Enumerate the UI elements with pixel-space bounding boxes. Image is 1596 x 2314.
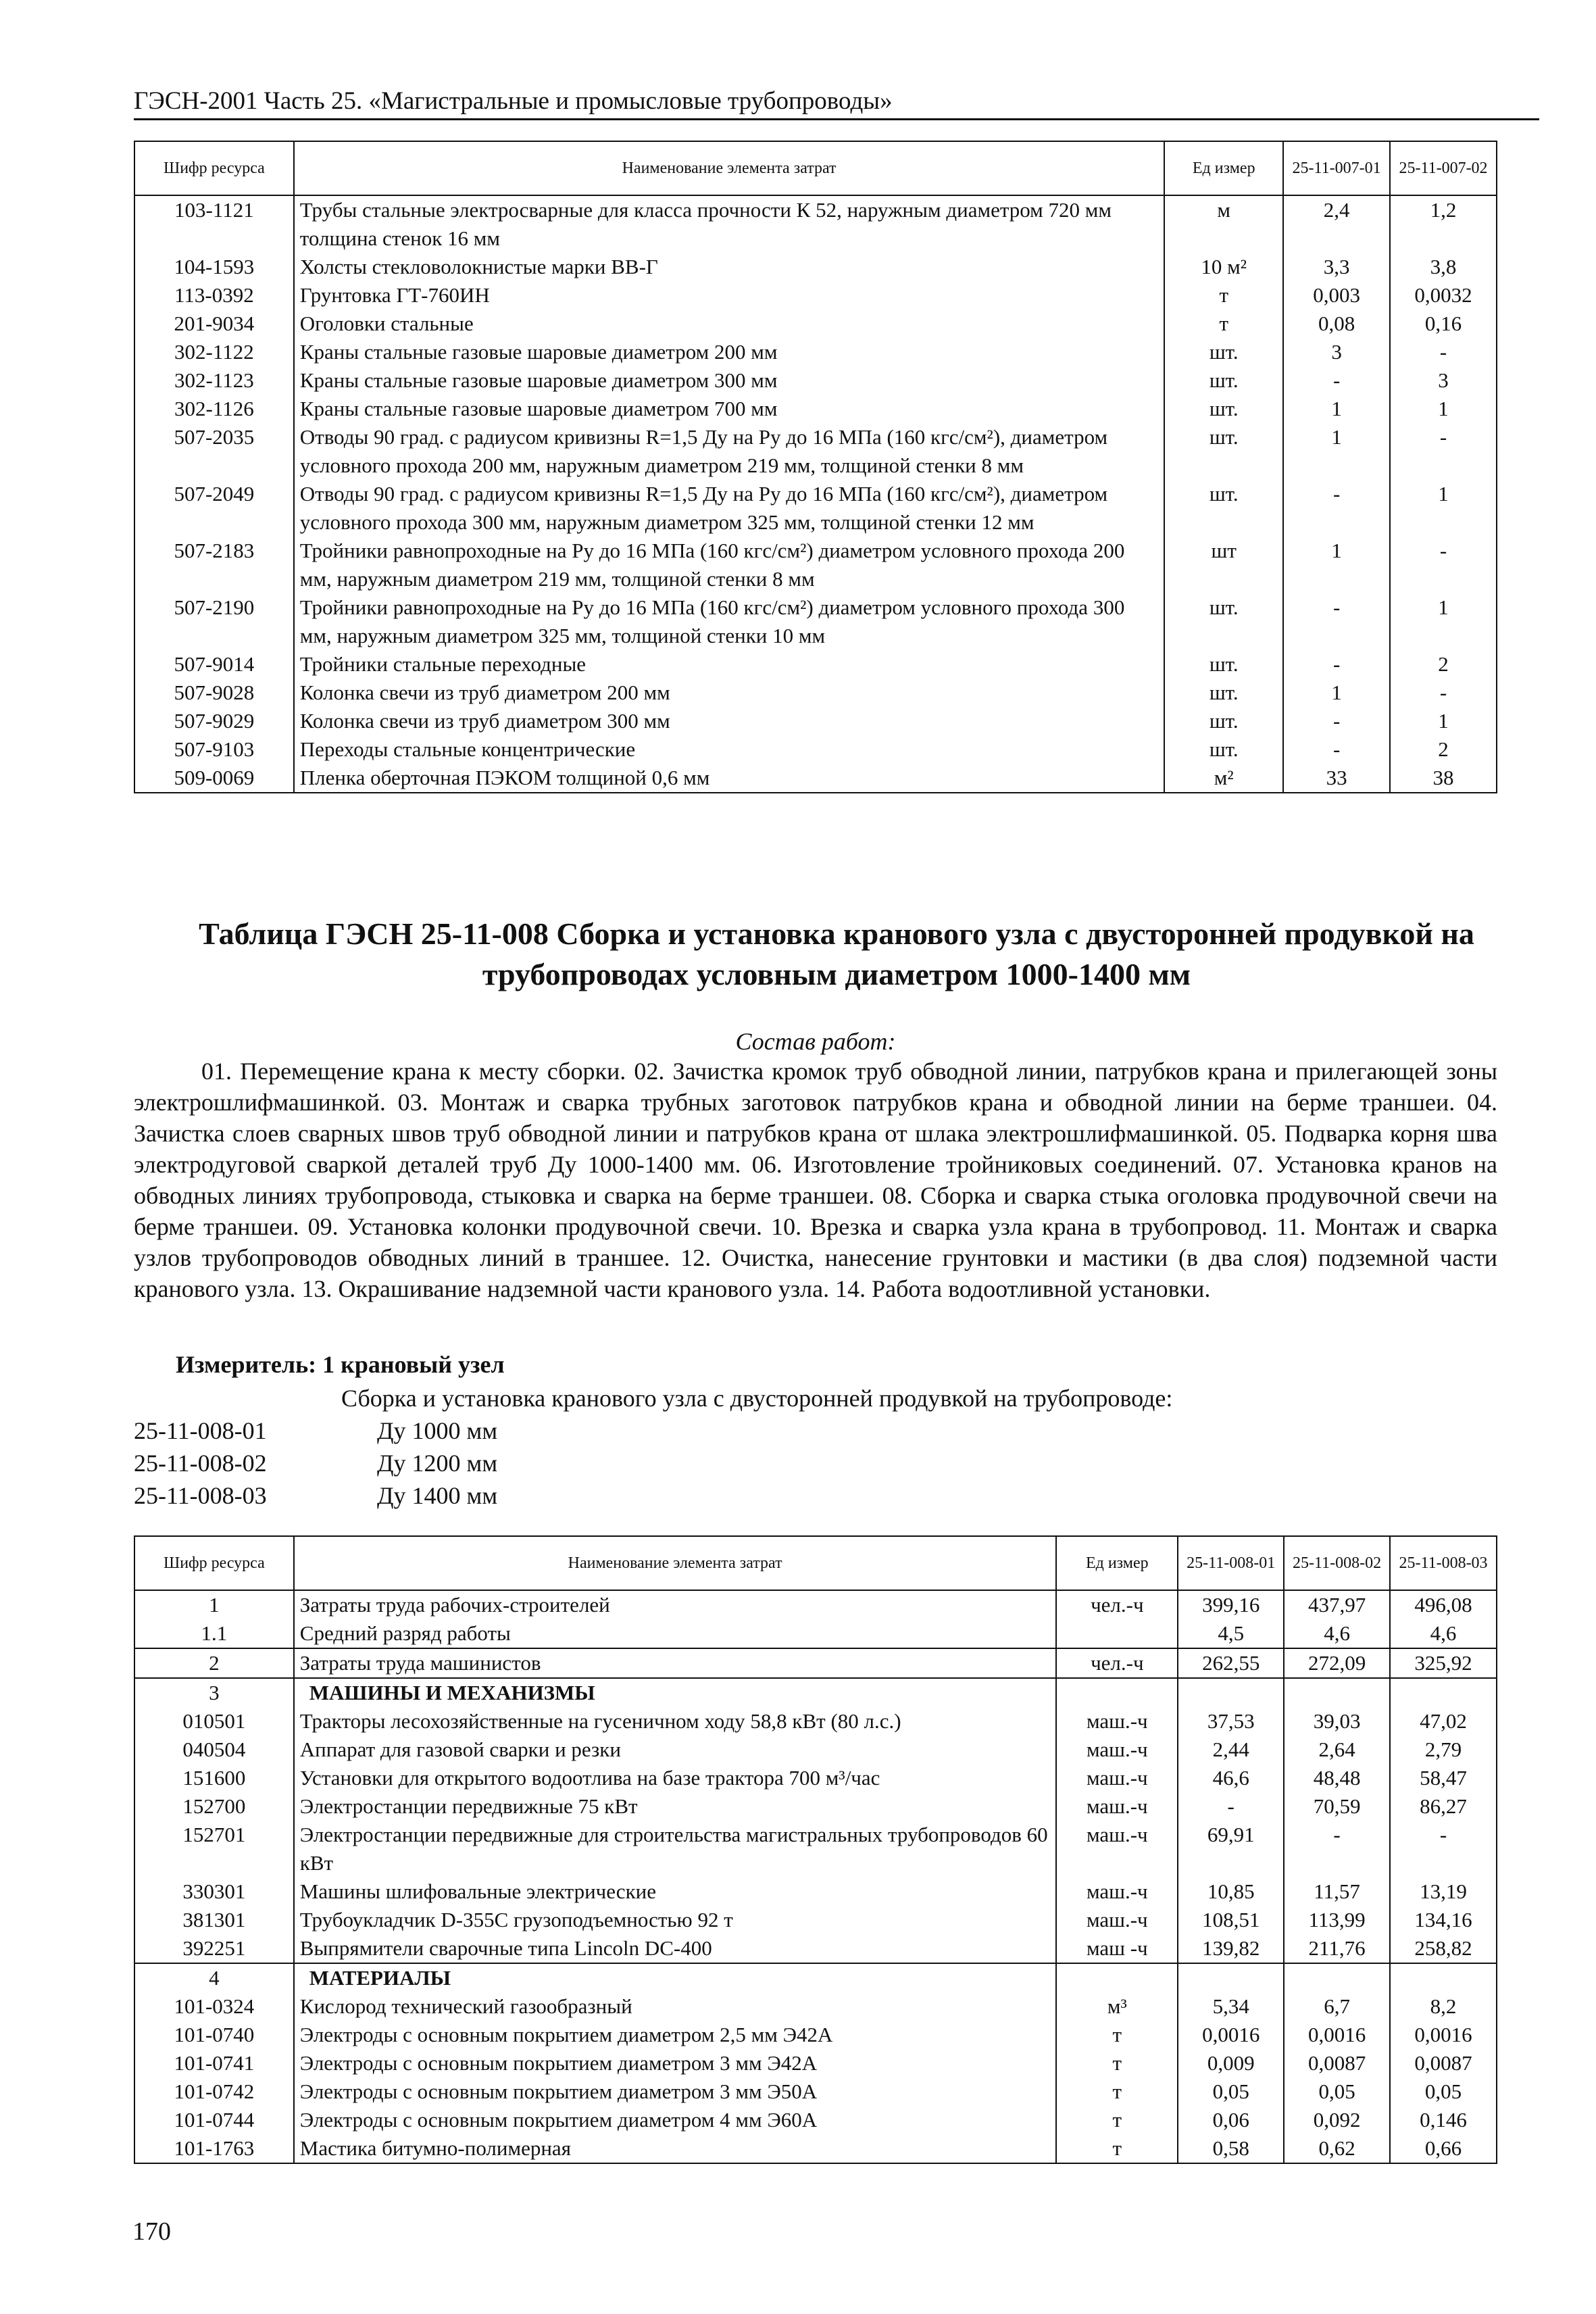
- resource-code: 507-2035: [134, 423, 294, 480]
- table-row: [134, 1934, 1497, 1963]
- value-008-02: 6,7: [1284, 1992, 1390, 2021]
- value-008-01: 5,34: [1178, 1992, 1284, 2021]
- table-row: [134, 650, 1497, 679]
- value-008-01: 46,6: [1178, 1764, 1284, 1792]
- resource-code: 507-9029: [134, 707, 294, 735]
- table-row: [134, 1906, 1497, 1934]
- value-008-01: 0,58: [1178, 2134, 1284, 2163]
- works-description: 01. Перемещение крана к месту сборки. 02. Зачистка кромок труб обводной линии, патрубков крана и прилегающей зоны электрошлифмашинкой. 03. Монтаж и сварка трубных заготовок патрубков крана и обводной линии на берме траншеи. 04. Зачистка слоев сварных швов труб обводной линии и патрубков крана от шлака электрошлифмашинкой. 05. Подварка корня шва электродуговой сваркой деталей труб Ду 1000-1400 мм. 06. Изготовление тройниковых соединений. 07. Установка кранов на обводных линиях трубопровода, стыковка и сварка на берме траншеи. 08. Сборка и сварка стыка оголовка продувочной свечи на берме траншеи. 09. Установка колонки продувочной свечи. 10. Врезка и сварка узла крана в трубопровод. 11. Монтаж и сварка узлов трубопроводов обводных линий в траншее. 12. Очистка, нанесение грунтовки и мастики (в два слоя) подземной части кранового узла. 13. Окрашивание надземной части кранового узла. 14. Работа водоотливной установки.: [134, 1058, 1497, 1302]
- value-008-03: 8,2: [1390, 1992, 1497, 2021]
- column-header: 25-11-008-01: [1178, 1536, 1284, 1590]
- value-008-03: -: [1390, 1821, 1497, 1877]
- value-008-01: 399,16: [1178, 1590, 1284, 1619]
- value-008-02: 4,6: [1284, 1619, 1390, 1648]
- unit: т: [1056, 2134, 1178, 2163]
- table-row: [134, 2077, 1497, 2106]
- running-header: ГЭСН-2001 Часть 25. «Магистральные и промысловые трубопроводы»: [134, 87, 1539, 120]
- value-008-02: 0,62: [1284, 2134, 1390, 2163]
- resource-table-008: [134, 1535, 1497, 2164]
- value-007-02: 0,0032: [1390, 281, 1497, 310]
- cost-element-name: Электроды с основным покрытием диаметром 2,5 мм Э42А: [294, 2021, 1057, 2049]
- value-008-02: 48,48: [1284, 1764, 1390, 1792]
- resource-code: 4: [134, 1963, 294, 1992]
- value-008-02: 113,99: [1284, 1906, 1390, 1934]
- resource-code: 3: [134, 1678, 294, 1707]
- table-row: [134, 679, 1497, 707]
- value-007-02: 1,2: [1390, 195, 1497, 253]
- table-body: [134, 195, 1497, 793]
- unit: м³: [1056, 1992, 1178, 2021]
- table-header-row: [134, 141, 1497, 195]
- works-heading: Состав работ:: [735, 1028, 896, 1055]
- value-007-02: -: [1390, 423, 1497, 480]
- value-007-01: 2,4: [1283, 195, 1390, 253]
- table-row: [134, 338, 1497, 366]
- value-007-01: -: [1283, 593, 1390, 650]
- unit: т: [1056, 2077, 1178, 2106]
- value-008-01: [1178, 1678, 1284, 1707]
- cost-element-name: Трубы стальные электросварные для класса прочности К 52, наружным диаметром 720 мм толщина стенок 16 мм: [294, 195, 1165, 253]
- value-008-03: 134,16: [1390, 1906, 1497, 1934]
- value-008-03: 47,02: [1390, 1707, 1497, 1736]
- value-008-02: 272,09: [1284, 1648, 1390, 1678]
- variants-title: Сборка и установка кранового узла с двусторонней продувкой на трубопроводе:: [341, 1385, 1173, 1412]
- unit: шт.: [1164, 735, 1283, 764]
- value-008-03: 2,79: [1390, 1736, 1497, 1764]
- value-008-03: 325,92: [1390, 1648, 1497, 1678]
- table-row: [134, 735, 1497, 764]
- value-008-01: 10,85: [1178, 1877, 1284, 1906]
- unit: маш.-ч: [1056, 1877, 1178, 1906]
- value-008-02: 437,97: [1284, 1590, 1390, 1619]
- resource-code: 010501: [134, 1707, 294, 1736]
- cost-element-name: Машины шлифовальные электрические: [294, 1877, 1057, 1906]
- value-007-01: 1: [1283, 423, 1390, 480]
- cost-element-name: Тройники равнопроходные на Ру до 16 МПа (160 кгс/см²) диаметром условного прохода 200 мм, наружным диаметром 219 мм, толщиной стенки 8 мм: [294, 537, 1165, 593]
- value-008-03: 0,0087: [1390, 2049, 1497, 2077]
- table-row: [134, 281, 1497, 310]
- unit: т: [1056, 2106, 1178, 2134]
- value-008-01: 4,5: [1178, 1619, 1284, 1648]
- resource-code: 040504: [134, 1736, 294, 1764]
- value-008-01: -: [1178, 1792, 1284, 1821]
- value-007-01: -: [1283, 366, 1390, 395]
- value-007-01: 0,08: [1283, 310, 1390, 338]
- table-row: [134, 2021, 1497, 2049]
- unit: шт.: [1164, 650, 1283, 679]
- column-header: Ед измер: [1164, 141, 1283, 195]
- unit: [1056, 1963, 1178, 1992]
- table-row: [134, 1992, 1497, 2021]
- cost-element-name: Средний разряд работы: [294, 1619, 1057, 1648]
- value-008-01: 0,0016: [1178, 2021, 1284, 2049]
- unit: маш.-ч: [1056, 1736, 1178, 1764]
- resource-code: 101-0742: [134, 2077, 294, 2106]
- unit: шт.: [1164, 366, 1283, 395]
- column-header: 25-11-007-01: [1283, 141, 1390, 195]
- unit: шт: [1164, 537, 1283, 593]
- table-row: [134, 1590, 1497, 1619]
- value-008-01: 0,05: [1178, 2077, 1284, 2106]
- cost-element-name: Электростанции передвижные для строительства магистральных трубопроводов 60 кВт: [294, 1821, 1057, 1877]
- value-008-02: [1284, 1963, 1390, 1992]
- value-007-02: 38: [1390, 764, 1497, 793]
- unit: м²: [1164, 764, 1283, 793]
- value-008-03: 0,66: [1390, 2134, 1497, 2163]
- unit: 10 м²: [1164, 253, 1283, 281]
- table-row: [134, 366, 1497, 395]
- resource-code: 2: [134, 1648, 294, 1678]
- table-row: [134, 1792, 1497, 1821]
- cost-element-name: Пленка оберточная ПЭКОМ толщиной 0,6 мм: [294, 764, 1165, 793]
- resource-code: 151600: [134, 1764, 294, 1792]
- unit: шт.: [1164, 679, 1283, 707]
- unit: шт.: [1164, 395, 1283, 423]
- value-007-01: -: [1283, 735, 1390, 764]
- unit: чел.-ч: [1056, 1648, 1178, 1678]
- value-007-01: 1: [1283, 395, 1390, 423]
- value-007-02: 1: [1390, 707, 1497, 735]
- cost-element-name: Установки для открытого водоотлива на базе трактора 700 м³/час: [294, 1764, 1057, 1792]
- value-008-02: 2,64: [1284, 1736, 1390, 1764]
- value-008-02: 39,03: [1284, 1707, 1390, 1736]
- value-007-01: 0,003: [1283, 281, 1390, 310]
- cost-element-name: Отводы 90 град. с радиусом кривизны R=1,5 Ду на Ру до 16 МПа (160 кгс/см²), диаметром условного прохода 200 мм, наружным диаметром 219 мм, толщиной стенки 8 мм: [294, 423, 1165, 480]
- cost-element-name: Затраты труда рабочих-строителей: [294, 1590, 1057, 1619]
- value-008-02: 211,76: [1284, 1934, 1390, 1963]
- unit: шт.: [1164, 480, 1283, 537]
- value-008-01: 262,55: [1178, 1648, 1284, 1678]
- resource-code: 507-2183: [134, 537, 294, 593]
- cost-element-name: МАШИНЫ И МЕХАНИЗМЫ: [294, 1678, 1057, 1707]
- value-007-02: 2: [1390, 735, 1497, 764]
- cost-element-name: Колонка свечи из труб диаметром 300 мм: [294, 707, 1165, 735]
- value-007-02: 1: [1390, 395, 1497, 423]
- unit: [1056, 1678, 1178, 1707]
- cost-element-name: Колонка свечи из труб диаметром 200 мм: [294, 679, 1165, 707]
- column-header: 25-11-008-03: [1390, 1536, 1497, 1590]
- value-008-01: [1178, 1963, 1284, 1992]
- unit: маш -ч: [1056, 1934, 1178, 1963]
- column-header: Шифр ресурса: [134, 141, 294, 195]
- value-008-01: 108,51: [1178, 1906, 1284, 1934]
- value-008-03: 0,05: [1390, 2077, 1497, 2106]
- table-row: [134, 537, 1497, 593]
- unit: шт.: [1164, 338, 1283, 366]
- value-008-02: 0,0087: [1284, 2049, 1390, 2077]
- value-008-01: 0,06: [1178, 2106, 1284, 2134]
- resource-code: 509-0069: [134, 764, 294, 793]
- cost-element-name: Краны стальные газовые шаровые диаметром 300 мм: [294, 366, 1165, 395]
- table-row: [134, 764, 1497, 793]
- value-007-01: 3: [1283, 338, 1390, 366]
- column-header: Ед измер: [1056, 1536, 1178, 1590]
- column-header: Наименование элемента затрат: [294, 1536, 1057, 1590]
- cost-element-name: Электростанции передвижные 75 кВт: [294, 1792, 1057, 1821]
- value-007-01: 33: [1283, 764, 1390, 793]
- variant-row: [134, 1481, 497, 1510]
- resource-code: 101-1763: [134, 2134, 294, 2163]
- value-007-01: -: [1283, 480, 1390, 537]
- page-number: 170: [132, 2217, 171, 2246]
- value-007-02: -: [1390, 537, 1497, 593]
- variant-label: Ду 1200 мм: [377, 1450, 498, 1477]
- resource-code: 330301: [134, 1877, 294, 1906]
- value-008-01: 0,009: [1178, 2049, 1284, 2077]
- table-row: [134, 310, 1497, 338]
- unit: маш.-ч: [1056, 1821, 1178, 1877]
- resource-code: 104-1593: [134, 253, 294, 281]
- cost-element-name: МАТЕРИАЛЫ: [294, 1963, 1057, 1992]
- value-007-01: 3,3: [1283, 253, 1390, 281]
- unit: шт.: [1164, 593, 1283, 650]
- value-007-01: 1: [1283, 537, 1390, 593]
- cost-element-name: Электроды с основным покрытием диаметром 3 мм Э42А: [294, 2049, 1057, 2077]
- cost-element-name: Тройники равнопроходные на Ру до 16 МПа (160 кгс/см²) диаметром условного прохода 300 мм, наружным диаметром 325 мм, толщиной стенки 10 мм: [294, 593, 1165, 650]
- unit: м: [1164, 195, 1283, 253]
- unit: маш.-ч: [1056, 1764, 1178, 1792]
- value-008-03: 4,6: [1390, 1619, 1497, 1648]
- unit: т: [1164, 310, 1283, 338]
- cost-element-name: Выпрямители сварочные типа Lincoln DC-400: [294, 1934, 1057, 1963]
- unit: маш.-ч: [1056, 1906, 1178, 1934]
- table-row: [134, 1877, 1497, 1906]
- unit: [1056, 1619, 1178, 1648]
- value-007-02: 3,8: [1390, 253, 1497, 281]
- resource-code: 507-2049: [134, 480, 294, 537]
- variant-label: Ду 1400 мм: [377, 1482, 498, 1509]
- cost-element-name: Затраты труда машинистов: [294, 1648, 1057, 1678]
- table-row: [134, 1764, 1497, 1792]
- table-body: [134, 1590, 1497, 2163]
- value-008-02: 0,05: [1284, 2077, 1390, 2106]
- table-row: [134, 2134, 1497, 2163]
- cost-element-name: Трубоукладчик D-355C грузоподъемностью 92 т: [294, 1906, 1057, 1934]
- resource-code: 113-0392: [134, 281, 294, 310]
- value-008-03: [1390, 1963, 1497, 1992]
- cost-element-name: Холсты стекловолокнистые марки ВВ-Г: [294, 253, 1165, 281]
- cost-element-name: Переходы стальные концентрические: [294, 735, 1165, 764]
- resource-code: 302-1126: [134, 395, 294, 423]
- table-row: [134, 253, 1497, 281]
- cost-element-name: Тройники стальные переходные: [294, 650, 1165, 679]
- value-007-02: -: [1390, 679, 1497, 707]
- column-header: 25-11-008-02: [1284, 1536, 1390, 1590]
- value-008-03: 13,19: [1390, 1877, 1497, 1906]
- value-008-01: 139,82: [1178, 1934, 1284, 1963]
- table-row: [134, 395, 1497, 423]
- value-007-02: 0,16: [1390, 310, 1497, 338]
- variant-label: Ду 1000 мм: [377, 1417, 498, 1444]
- cost-element-name: Грунтовка ГТ-760ИН: [294, 281, 1165, 310]
- resource-code: 152701: [134, 1821, 294, 1877]
- resource-table-007: [134, 141, 1497, 793]
- table-row: [134, 593, 1497, 650]
- table-row: [134, 195, 1497, 253]
- resource-code: 381301: [134, 1906, 294, 1934]
- cost-element-name: Мастика битумно-полимерная: [294, 2134, 1057, 2163]
- cost-element-name: Отводы 90 град. с радиусом кривизны R=1,5 Ду на Ру до 16 МПа (160 кгс/см²), диаметром условного прохода 300 мм, наружным диаметром 325 мм, толщиной стенки 12 мм: [294, 480, 1165, 537]
- table-title: Таблица ГЭСН 25-11-008 Сборка и установка кранового узла с двусторонней продувкой на трубопроводах условным диаметром 1000-1400 мм: [199, 916, 1474, 991]
- resource-code: 152700: [134, 1792, 294, 1821]
- table-row: [134, 2106, 1497, 2134]
- value-008-02: -: [1284, 1821, 1390, 1877]
- variant-code: 25-11-008-02: [134, 1450, 267, 1477]
- cost-element-name: Аппарат для газовой сварки и резки: [294, 1736, 1057, 1764]
- resource-code: 507-9014: [134, 650, 294, 679]
- unit: шт.: [1164, 423, 1283, 480]
- column-header: Наименование элемента затрат: [294, 141, 1165, 195]
- cost-element-name: Тракторы лесохозяйственные на гусеничном ходу 58,8 кВт (80 л.с.): [294, 1707, 1057, 1736]
- cost-element-name: Кислород технический газообразный: [294, 1992, 1057, 2021]
- unit: т: [1056, 2021, 1178, 2049]
- resource-code: 101-0324: [134, 1992, 294, 2021]
- resource-code: 392251: [134, 1934, 294, 1963]
- unit: маш.-ч: [1056, 1792, 1178, 1821]
- variant-code: 25-11-008-01: [134, 1417, 267, 1444]
- resource-code: 1.1: [134, 1619, 294, 1648]
- value-008-02: 11,57: [1284, 1877, 1390, 1906]
- value-008-03: 0,0016: [1390, 2021, 1497, 2049]
- table-row: [134, 1963, 1497, 1992]
- column-header: Шифр ресурса: [134, 1536, 294, 1590]
- column-header: 25-11-007-02: [1390, 141, 1497, 195]
- value-008-01: 69,91: [1178, 1821, 1284, 1877]
- cost-element-name: Электроды с основным покрытием диаметром 3 мм Э50А: [294, 2077, 1057, 2106]
- value-007-02: -: [1390, 338, 1497, 366]
- value-008-03: 0,146: [1390, 2106, 1497, 2134]
- resource-code: 302-1122: [134, 338, 294, 366]
- value-008-02: 0,0016: [1284, 2021, 1390, 2049]
- resource-code: 1: [134, 1590, 294, 1619]
- value-008-02: 0,092: [1284, 2106, 1390, 2134]
- value-008-02: [1284, 1678, 1390, 1707]
- table-row: [134, 480, 1497, 537]
- variant-code: 25-11-008-03: [134, 1482, 267, 1509]
- variant-row: [134, 1417, 497, 1445]
- cost-element-name: Краны стальные газовые шаровые диаметром 700 мм: [294, 395, 1165, 423]
- cost-element-name: Краны стальные газовые шаровые диаметром 200 мм: [294, 338, 1165, 366]
- table-row: [134, 1707, 1497, 1736]
- value-007-02: 1: [1390, 480, 1497, 537]
- value-008-03: 496,08: [1390, 1590, 1497, 1619]
- cost-element-name: Оголовки стальные: [294, 310, 1165, 338]
- resource-code: 101-0741: [134, 2049, 294, 2077]
- resource-code: 507-9103: [134, 735, 294, 764]
- value-007-02: 1: [1390, 593, 1497, 650]
- value-008-03: 258,82: [1390, 1934, 1497, 1963]
- cost-element-name: Электроды с основным покрытием диаметром 4 мм Э60А: [294, 2106, 1057, 2134]
- table-row: [134, 1619, 1497, 1648]
- unit: чел.-ч: [1056, 1590, 1178, 1619]
- value-008-01: 37,53: [1178, 1707, 1284, 1736]
- resource-code: 201-9034: [134, 310, 294, 338]
- measure-unit: Измеритель: 1 крановый узел: [176, 1351, 505, 1378]
- variant-row: [134, 1449, 497, 1477]
- unit: т: [1164, 281, 1283, 310]
- resource-code: 103-1121: [134, 195, 294, 253]
- value-007-01: -: [1283, 707, 1390, 735]
- table-row: [134, 1821, 1497, 1877]
- value-007-01: 1: [1283, 679, 1390, 707]
- resource-code: 101-0740: [134, 2021, 294, 2049]
- unit: шт.: [1164, 707, 1283, 735]
- table-row: [134, 423, 1497, 480]
- value-008-02: 70,59: [1284, 1792, 1390, 1821]
- table-row: [134, 1678, 1497, 1707]
- value-008-03: 86,27: [1390, 1792, 1497, 1821]
- table-row: [134, 1736, 1497, 1764]
- value-007-01: -: [1283, 650, 1390, 679]
- table-header-row: [134, 1536, 1497, 1590]
- resource-code: 507-9028: [134, 679, 294, 707]
- table-row: [134, 707, 1497, 735]
- resource-code: 302-1123: [134, 366, 294, 395]
- table-row: [134, 2049, 1497, 2077]
- unit: маш.-ч: [1056, 1707, 1178, 1736]
- resource-code: 507-2190: [134, 593, 294, 650]
- value-008-01: 2,44: [1178, 1736, 1284, 1764]
- resource-code: 101-0744: [134, 2106, 294, 2134]
- value-008-03: 58,47: [1390, 1764, 1497, 1792]
- value-007-02: 3: [1390, 366, 1497, 395]
- unit: т: [1056, 2049, 1178, 2077]
- table-row: [134, 1648, 1497, 1678]
- value-008-03: [1390, 1678, 1497, 1707]
- value-007-02: 2: [1390, 650, 1497, 679]
